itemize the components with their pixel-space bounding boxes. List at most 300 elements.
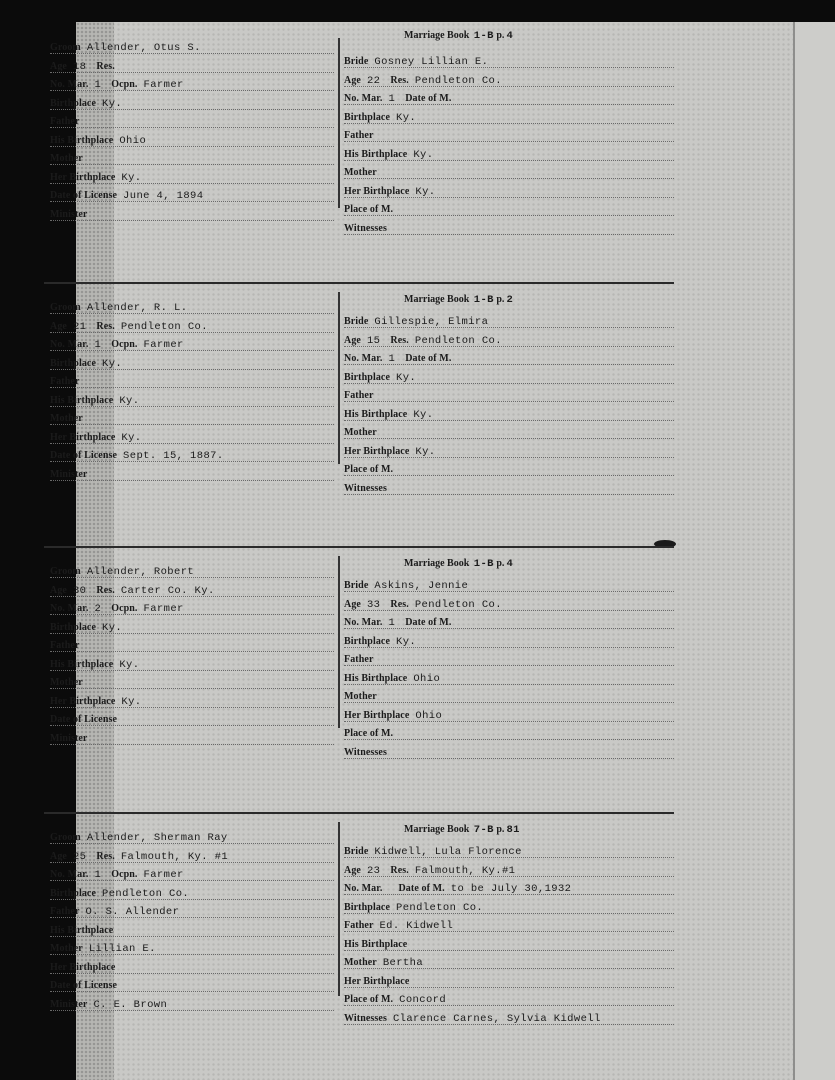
bride-field-row [344, 615, 674, 631]
bride-field-row [344, 54, 674, 70]
groom-name-value: Allender, R. L. [86, 302, 188, 314]
bride-place-of-m-value: Concord [399, 994, 447, 1006]
bride-father-value [373, 654, 379, 666]
groom-field-row [50, 356, 334, 372]
groom-date-of-license-label: Date of License [50, 190, 118, 201]
bride-father-value [373, 390, 379, 402]
groom-ocpn-value: Farmer [143, 79, 184, 91]
dotted-entry-line [50, 127, 334, 128]
bride-birthplace-value: Ky. [396, 371, 417, 384]
page-label: p. [496, 30, 505, 41]
bride-age-value: 15 [366, 334, 381, 347]
groom-field-row [50, 411, 334, 427]
bride-father-value: Ed. Kidwell [379, 920, 454, 932]
dotted-entry-line [50, 183, 334, 184]
groom-father-value [79, 116, 85, 128]
page-label: p. [496, 294, 505, 305]
bride-res-label: Res. [390, 334, 409, 346]
bride-age-label: Age [344, 74, 361, 86]
bride-date-of-m-label: Date of M. [405, 93, 452, 104]
groom-minister-label: Minister [50, 732, 88, 744]
bride-place-of-m-value [393, 728, 399, 740]
groom-name-value: Allender, Sherman Ray [86, 832, 228, 844]
bride-age-label: Age [344, 334, 361, 346]
bride-bride-label: Bride [344, 846, 369, 857]
bride-field-row [344, 314, 674, 330]
groom-her-birthplace-label: Her Birthplace [50, 431, 116, 443]
bride-date-of-m-label: Date of M. [405, 617, 452, 628]
groom-no-mar-value: 2 [94, 603, 102, 615]
bride-bride-label: Bride [344, 56, 369, 67]
marriage-book-label: Marriage Book [404, 30, 470, 41]
groom-birthplace-value: Ky. [102, 97, 123, 110]
groom-field-row [50, 564, 334, 580]
dotted-entry-line [50, 387, 334, 388]
marriage-book-label: Marriage Book [404, 558, 470, 569]
bride-mother-value [377, 691, 383, 703]
groom-age-value: 21 [72, 320, 87, 333]
bride-his-birthplace-value: Ohio [413, 672, 441, 685]
dotted-entry-line [344, 702, 674, 703]
groom-field-row [50, 731, 334, 747]
groom-field-row [50, 830, 334, 846]
groom-field-row [50, 657, 334, 673]
bride-field-row [344, 900, 674, 916]
dotted-entry-line [344, 684, 674, 685]
groom-res-label: Res. [96, 320, 115, 332]
bride-mother-value [377, 427, 383, 439]
bride-place-of-m-label: Place of M. [344, 464, 394, 475]
column-separator [338, 292, 340, 464]
bride-his-birthplace-label: His Birthplace [344, 408, 408, 420]
marriage-book-page: 4 [506, 30, 514, 42]
groom-date-of-license-label: Date of License [50, 714, 118, 725]
bride-field-row [344, 726, 674, 742]
groom-date-of-license-value: Sept. 15, 1887. [123, 450, 224, 462]
right-margin [795, 22, 835, 1080]
groom-date-of-license-value [117, 714, 123, 726]
dotted-entry-line [344, 950, 674, 951]
groom-his-birthplace-value: Ohio [119, 134, 147, 147]
bride-his-birthplace-label: His Birthplace [344, 148, 408, 160]
groom-date-of-license-value [117, 980, 123, 992]
bride-witnesses-label: Witnesses [344, 746, 387, 758]
bride-res-label: Res. [390, 74, 409, 86]
bride-mother-value [377, 167, 383, 179]
bride-field-row [344, 671, 674, 687]
groom-age-value: 30 [72, 584, 87, 597]
dotted-entry-line [344, 197, 674, 198]
bride-field-row [344, 202, 674, 218]
groom-her-birthplace-value: Ky. [121, 171, 142, 184]
record-separator-line [44, 282, 674, 284]
bride-date-of-m-value [451, 353, 457, 365]
column-separator [338, 556, 340, 728]
groom-father-value: O. S. Allender [85, 906, 180, 918]
page-label: p. [496, 824, 505, 835]
bride-res-label: Res. [390, 864, 409, 876]
groom-field-row [50, 77, 334, 93]
groom-field-row [50, 941, 334, 957]
groom-no-mar-label: No. Mar. [50, 603, 89, 614]
bride-age-label: Age [344, 864, 361, 876]
bride-birthplace-label: Birthplace [344, 111, 390, 123]
bride-no-mar-value: 1 [388, 617, 396, 629]
bride-field-row [344, 918, 674, 934]
bride-field-row [344, 689, 674, 705]
bride-no-mar-value: 1 [388, 353, 396, 365]
bride-field-row [344, 974, 674, 990]
groom-field-row [50, 96, 334, 112]
groom-birthplace-label: Birthplace [50, 97, 96, 109]
bride-no-mar-value: 1 [388, 93, 396, 105]
bride-mother-label: Mother [344, 691, 377, 702]
groom-ocpn-value: Farmer [143, 603, 184, 615]
bride-field-row [344, 955, 674, 971]
dotted-entry-line [344, 494, 674, 495]
groom-field-row [50, 867, 334, 883]
groom-field-row [50, 712, 334, 728]
bride-field-row [344, 578, 674, 594]
bride-mother-label: Mother [344, 957, 377, 968]
groom-his-birthplace-label: His Birthplace [50, 924, 114, 936]
bride-field-row [344, 481, 674, 497]
groom-field-row [50, 886, 334, 902]
bride-res-value: Falmouth, Ky.#1 [414, 864, 516, 877]
groom-ocpn-label: Ocpn. [111, 79, 138, 90]
bride-father-label: Father [344, 920, 374, 931]
bride-field-row [344, 370, 674, 386]
bride-field-row [344, 881, 674, 897]
groom-mother-label: Mother [50, 413, 83, 424]
groom-field-row [50, 40, 334, 56]
bride-witnesses-label: Witnesses [344, 482, 387, 494]
groom-her-birthplace-label: Her Birthplace [50, 171, 116, 183]
record-separator-line [44, 546, 674, 548]
groom-field-row [50, 448, 334, 464]
groom-his-birthplace-value [113, 925, 119, 937]
bride-field-row [344, 351, 674, 367]
groom-father-label: Father [50, 376, 80, 387]
groom-res-value [115, 61, 121, 73]
bride-field-row [344, 1011, 674, 1027]
dotted-entry-line [50, 109, 334, 110]
groom-date-of-license-label: Date of License [50, 980, 118, 991]
bride-no-mar-label: No. Mar. [344, 883, 383, 894]
bride-res-label: Res. [390, 598, 409, 610]
column-separator [338, 38, 340, 208]
dotted-entry-line [50, 406, 334, 407]
bride-her-birthplace-value: Ohio [415, 709, 443, 722]
dotted-entry-line [344, 141, 674, 142]
dotted-entry-line [50, 688, 334, 689]
groom-field-row [50, 583, 334, 599]
groom-res-value: Pendleton Co. [120, 320, 208, 333]
bride-field-row [344, 333, 674, 349]
groom-field-row [50, 694, 334, 710]
groom-ocpn-label: Ocpn. [111, 869, 138, 880]
dotted-entry-line [344, 721, 674, 722]
bride-field-row [344, 444, 674, 460]
bride-father-value [373, 130, 379, 142]
groom-his-birthplace-value: Ky. [119, 394, 140, 407]
bride-place-of-m-value [393, 464, 399, 476]
groom-age-value: 18 [72, 60, 87, 73]
dotted-entry-line [344, 346, 674, 347]
bride-her-birthplace-value: Ky. [415, 445, 436, 458]
bride-birthplace-value: Pendleton Co. [396, 901, 484, 914]
bride-birthplace-value: Ky. [396, 111, 417, 124]
bride-his-birthplace-value [407, 939, 413, 951]
bride-birthplace-label: Birthplace [344, 901, 390, 913]
bride-name-value: Kidwell, Lula Florence [374, 846, 522, 858]
bride-mother-label: Mother [344, 427, 377, 438]
groom-name-value: Allender, Robert [86, 566, 195, 578]
groom-field-row [50, 59, 334, 75]
bride-field-row [344, 844, 674, 860]
dotted-entry-line [344, 438, 674, 439]
bride-age-value: 23 [366, 864, 381, 877]
groom-field-row [50, 675, 334, 691]
groom-birthplace-label: Birthplace [50, 357, 96, 369]
dotted-entry-line [344, 610, 674, 611]
marriage-record-card [44, 812, 674, 1026]
groom-field-row [50, 300, 334, 316]
groom-mother-value [83, 153, 89, 165]
groom-minister-label: Minister [50, 998, 88, 1010]
dotted-entry-line [50, 670, 334, 671]
bride-field-row [344, 73, 674, 89]
bride-his-birthplace-value: Ky. [413, 148, 434, 161]
groom-field-row [50, 620, 334, 636]
dotted-entry-line [344, 457, 674, 458]
bride-place-of-m-label: Place of M. [344, 994, 394, 1005]
dotted-entry-line [344, 420, 674, 421]
groom-res-label: Res. [96, 584, 115, 596]
groom-field-row [50, 960, 334, 976]
groom-her-birthplace-value: Ky. [121, 431, 142, 444]
bride-no-mar-label: No. Mar. [344, 93, 383, 104]
bride-age-label: Age [344, 598, 361, 610]
bride-field-row [344, 91, 674, 107]
dotted-entry-line [50, 424, 334, 425]
bride-age-value: 22 [366, 74, 381, 87]
dotted-entry-line [50, 651, 334, 652]
groom-minister-value [87, 733, 93, 745]
groom-minister-value [87, 469, 93, 481]
bride-res-value: Pendleton Co. [414, 598, 502, 611]
marriage-book-ref [404, 30, 513, 42]
dotted-entry-line [344, 160, 674, 161]
bride-res-value: Pendleton Co. [414, 74, 502, 87]
dotted-entry-line [50, 973, 334, 974]
groom-mother-label: Mother [50, 943, 83, 954]
groom-date-of-license-label: Date of License [50, 450, 118, 461]
groom-his-birthplace-label: His Birthplace [50, 658, 114, 670]
bride-name-value: Gosney Lillian E. [374, 56, 489, 68]
groom-no-mar-label: No. Mar. [50, 339, 89, 350]
groom-field-row [50, 978, 334, 994]
bride-place-of-m-label: Place of M. [344, 204, 394, 215]
bride-field-row [344, 407, 674, 423]
bride-no-mar-value [382, 883, 388, 895]
groom-field-row [50, 601, 334, 617]
groom-birthplace-label: Birthplace [50, 887, 96, 899]
groom-minister-value: C. E. Brown [93, 998, 168, 1011]
marriage-record-card [44, 28, 674, 238]
column-separator [338, 822, 340, 996]
groom-field-row [50, 904, 334, 920]
groom-field-row [50, 151, 334, 167]
marriage-book-number: 1-B [473, 558, 494, 570]
bride-field-row [344, 128, 674, 144]
dotted-entry-line [50, 369, 334, 370]
record-separator-line [44, 812, 674, 814]
groom-her-birthplace-value: Ky. [121, 695, 142, 708]
groom-birthplace-label: Birthplace [50, 621, 96, 633]
groom-field-row [50, 849, 334, 865]
groom-his-birthplace-label: His Birthplace [50, 394, 114, 406]
bride-mother-value: Bertha [382, 957, 424, 969]
groom-minister-value [87, 209, 93, 221]
bride-her-birthplace-value: Ky. [415, 185, 436, 198]
bride-age-value: 33 [366, 598, 381, 611]
groom-date-of-license-value: June 4, 1894 [123, 190, 204, 202]
bride-field-row [344, 634, 674, 650]
groom-ocpn-label: Ocpn. [111, 339, 138, 350]
bride-her-birthplace-value [409, 976, 415, 988]
bride-witnesses-label: Witnesses [344, 222, 387, 234]
groom-no-mar-value: 1 [94, 79, 102, 91]
dotted-entry-line [344, 401, 674, 402]
groom-res-value: Carter Co. Ky. [120, 584, 215, 597]
groom-groom-label: Groom [50, 832, 81, 843]
groom-field-row [50, 430, 334, 446]
groom-father-label: Father [50, 906, 80, 917]
bride-field-row [344, 652, 674, 668]
groom-res-value: Falmouth, Ky. #1 [120, 850, 229, 863]
bride-mother-label: Mother [344, 167, 377, 178]
groom-field-row [50, 337, 334, 353]
groom-minister-label: Minister [50, 208, 88, 220]
groom-age-label: Age [50, 850, 67, 862]
bride-father-label: Father [344, 390, 374, 401]
groom-field-row [50, 923, 334, 939]
groom-groom-label: Groom [50, 42, 81, 53]
groom-birthplace-value: Pendleton Co. [102, 887, 190, 900]
bride-date-of-m-value [451, 617, 457, 629]
bride-bride-label: Bride [344, 316, 369, 327]
bride-date-of-m-value [451, 93, 457, 105]
bride-name-value: Askins, Jennie [374, 580, 469, 592]
groom-mother-label: Mother [50, 677, 83, 688]
groom-mother-value [83, 677, 89, 689]
groom-field-row [50, 170, 334, 186]
bride-date-of-m-label: Date of M. [398, 883, 445, 894]
bride-field-row [344, 863, 674, 879]
bride-field-row [344, 992, 674, 1008]
bride-field-row [344, 147, 674, 163]
bride-birthplace-label: Birthplace [344, 635, 390, 647]
dotted-entry-line [50, 899, 334, 900]
groom-father-label: Father [50, 116, 80, 127]
dotted-entry-line [50, 72, 334, 73]
page-label: p. [496, 558, 505, 569]
marriage-book-page: 4 [506, 558, 514, 570]
groom-her-birthplace-value [115, 962, 121, 974]
bride-field-row [344, 937, 674, 953]
bride-his-birthplace-label: His Birthplace [344, 938, 408, 950]
bride-her-birthplace-label: Her Birthplace [344, 445, 410, 457]
groom-age-value: 25 [72, 850, 87, 863]
marriage-book-label: Marriage Book [404, 294, 470, 305]
marriage-book-label: Marriage Book [404, 824, 470, 835]
groom-groom-label: Groom [50, 566, 81, 577]
marriage-book-page: 81 [506, 824, 520, 836]
bride-no-mar-label: No. Mar. [344, 617, 383, 628]
groom-age-label: Age [50, 320, 67, 332]
groom-ocpn-value: Farmer [143, 339, 184, 351]
bride-witnesses-value: Clarence Carnes, Sylvia Kidwell [392, 1012, 601, 1025]
bride-witnesses-value [387, 223, 393, 235]
dotted-entry-line [344, 86, 674, 87]
groom-field-row [50, 638, 334, 654]
bride-date-of-m-label: Date of M. [405, 353, 452, 364]
dotted-entry-line [50, 443, 334, 444]
groom-field-row [50, 188, 334, 204]
groom-field-row [50, 393, 334, 409]
groom-res-label: Res. [96, 60, 115, 72]
marriage-book-number: 7-B [473, 824, 494, 836]
groom-father-value [79, 376, 85, 388]
groom-no-mar-value: 1 [94, 339, 102, 351]
dotted-entry-line [50, 991, 334, 992]
groom-no-mar-value: 1 [94, 869, 102, 881]
groom-his-birthplace-value: Ky. [119, 658, 140, 671]
dotted-entry-line [344, 665, 674, 666]
bride-place-of-m-value [393, 204, 399, 216]
groom-mother-label: Mother [50, 153, 83, 164]
groom-ocpn-label: Ocpn. [111, 603, 138, 614]
bride-res-value: Pendleton Co. [414, 334, 502, 347]
groom-groom-label: Groom [50, 302, 81, 313]
bride-his-birthplace-label: His Birthplace [344, 672, 408, 684]
bride-field-row [344, 165, 674, 181]
groom-field-row [50, 319, 334, 335]
bride-bride-label: Bride [344, 580, 369, 591]
marriage-book-ref [404, 824, 520, 836]
groom-field-row [50, 467, 334, 483]
groom-no-mar-label: No. Mar. [50, 79, 89, 90]
groom-father-label: Father [50, 640, 80, 651]
groom-her-birthplace-label: Her Birthplace [50, 961, 116, 973]
bride-witnesses-label: Witnesses [344, 1012, 387, 1024]
groom-father-value [79, 640, 85, 652]
groom-her-birthplace-label: Her Birthplace [50, 695, 116, 707]
dotted-entry-line [344, 758, 674, 759]
bride-field-row [344, 708, 674, 724]
bride-field-row [344, 597, 674, 613]
groom-mother-value [83, 413, 89, 425]
bride-place-of-m-label: Place of M. [344, 728, 394, 739]
groom-field-row [50, 997, 334, 1013]
groom-mother-value: Lillian E. [88, 943, 156, 955]
marriage-book-ref [404, 294, 513, 306]
dotted-entry-line [50, 633, 334, 634]
groom-minister-label: Minister [50, 468, 88, 480]
groom-age-label: Age [50, 584, 67, 596]
bride-father-label: Father [344, 654, 374, 665]
